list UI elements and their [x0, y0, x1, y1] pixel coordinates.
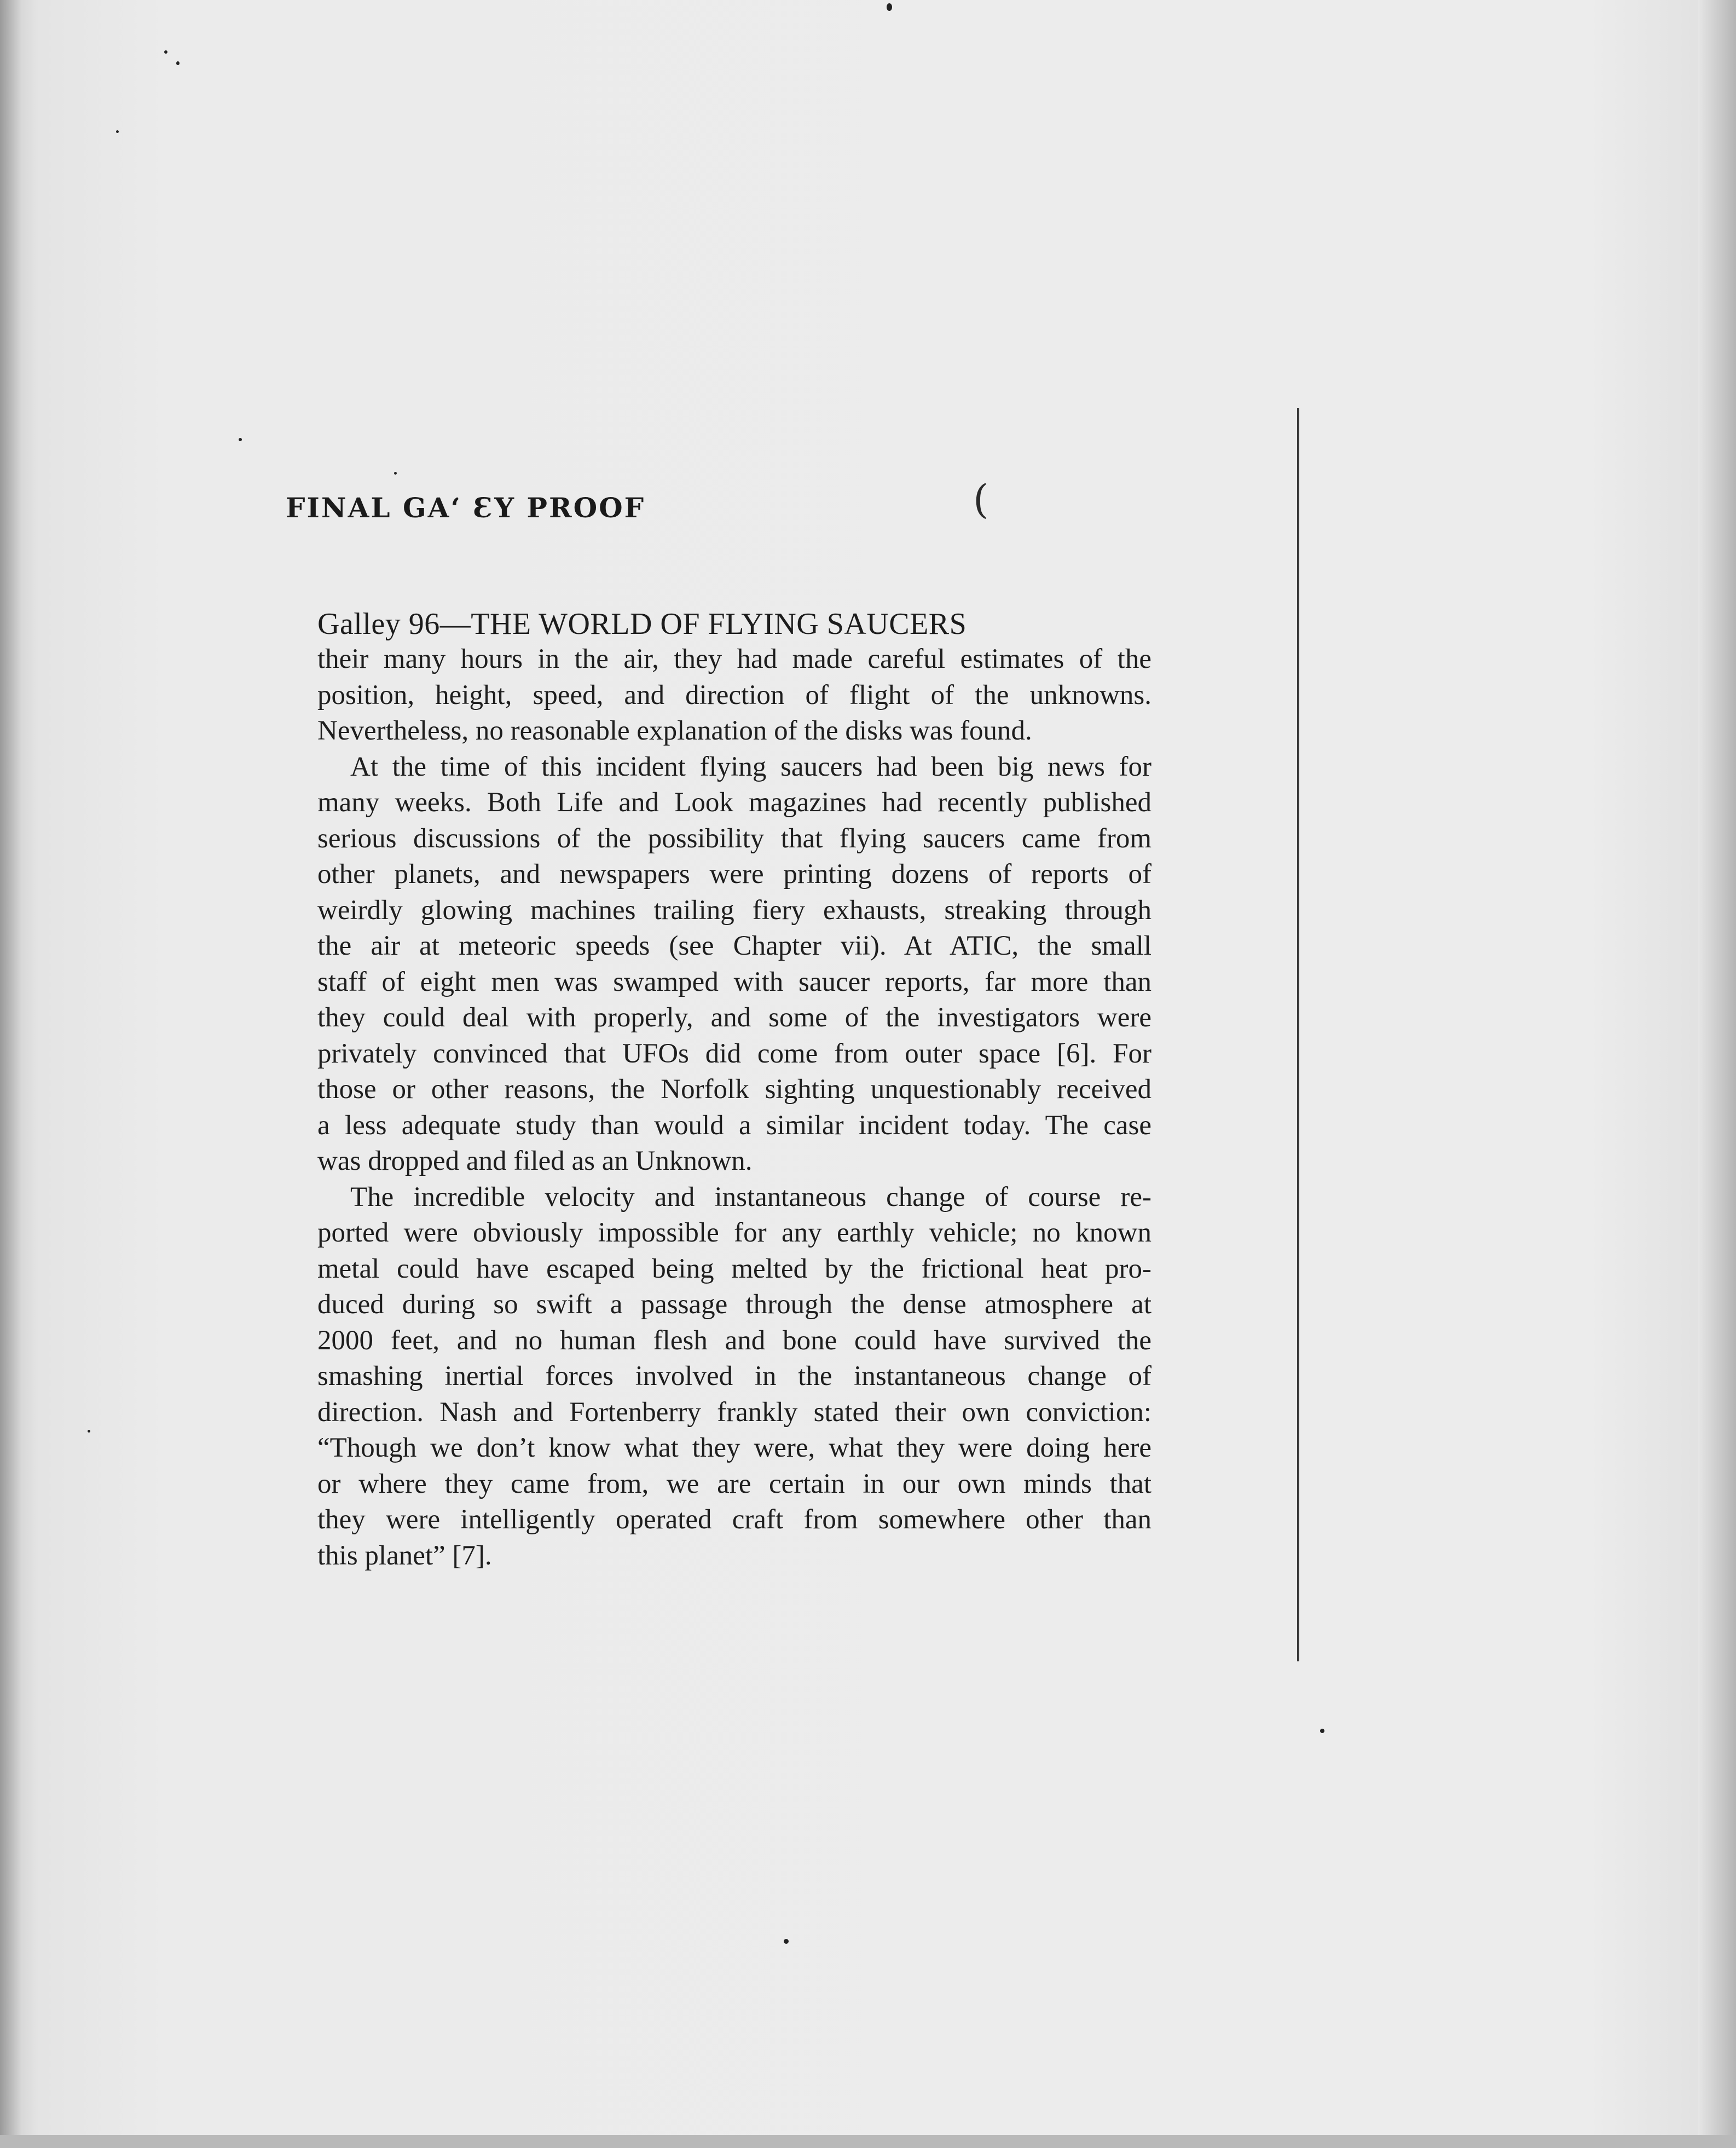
text-line: ported were obviously impossible for any earthly vehicle; no known	[317, 1217, 1151, 1248]
text-line: staff of eight men was swamped with saucer reports, far more than	[317, 966, 1151, 997]
text-line: Nevertheless, no reasonable explanation of the disks was found.	[317, 715, 1032, 746]
bottom-edge-band	[0, 2135, 1736, 2148]
text-line: privately convinced that UFOs did come from outer space [6]. For	[317, 1038, 1151, 1069]
dust-speck	[164, 50, 167, 54]
text-line: weirdly glowing machines trailing fiery exhausts, streaking through	[317, 894, 1151, 926]
margin-rule	[1297, 408, 1299, 1661]
dust-speck	[239, 438, 242, 441]
text-line: The incredible velocity and instantaneous change of course re-	[350, 1181, 1151, 1212]
text-line: was dropped and filed as an Unknown.	[317, 1146, 753, 1176]
text-line: smashing inertial forces involved in the instantaneous change of	[317, 1361, 1151, 1391]
text-line: the air at meteoric speeds (see Chapter vii). At ATIC, the small	[317, 931, 1151, 961]
dust-speck	[1320, 1729, 1324, 1733]
dust-speck	[176, 61, 180, 65]
paragraph-3	[317, 1180, 1151, 1574]
left-edge-shadow	[0, 0, 22, 2148]
text-line: “Though we don’t know what they were, what they were doing here	[317, 1433, 1151, 1463]
proof-header: FINAL GA‘ ƐY PROOF	[286, 492, 646, 524]
dust-speck	[88, 1430, 90, 1433]
text-line: duced during so swift a passage through the dense atmosphere at	[317, 1289, 1151, 1320]
text-line: or where they came from, we are certain in our own minds that	[317, 1468, 1151, 1499]
dust-speck	[394, 472, 397, 475]
text-line: their many hours in the air, they had made careful estimates of the	[317, 644, 1151, 674]
right-edge-shadow	[1698, 0, 1736, 2148]
body-text	[317, 642, 1151, 1574]
text-line: serious discussions of the possibility that flying saucers came from	[317, 823, 1151, 854]
margin-mark: (	[973, 476, 989, 522]
paragraph-1	[317, 642, 1151, 749]
text-line: 2000 feet, and no human flesh and bone could have survived the	[317, 1325, 1151, 1356]
dust-speck	[887, 3, 892, 11]
text-line: position, height, speed, and direction of flight of the unknowns.	[317, 679, 1151, 711]
text-line: many weeks. Both Life and Look magazines had recently published	[317, 787, 1151, 818]
dust-speck	[784, 1939, 789, 1944]
text-line: this planet” [7].	[317, 1540, 492, 1571]
text-line: At the time of this incident flying saucers had been big news for	[350, 751, 1151, 782]
text-line: metal could have escaped being melted by the frictional heat pro-	[317, 1253, 1151, 1284]
text-line: they could deal with properly, and some of the investigators were	[317, 1002, 1151, 1033]
text-line: those or other reasons, the Norfolk sighting unquestionably received	[317, 1074, 1151, 1105]
text-line: they were intelligently operated craft from somewhere other than	[317, 1504, 1151, 1535]
paragraph-2	[317, 749, 1151, 1180]
text-line: a less adequate study than would a similar incident today. The case	[317, 1110, 1151, 1141]
dust-speck	[116, 130, 119, 133]
text-line: other planets, and newspapers were printing dozens of reports of	[317, 859, 1151, 890]
text-line: direction. Nash and Fortenberry frankly stated their own conviction:	[317, 1396, 1151, 1428]
galley-title: Galley 96—THE WORLD OF FLYING SAUCERS	[317, 607, 967, 641]
